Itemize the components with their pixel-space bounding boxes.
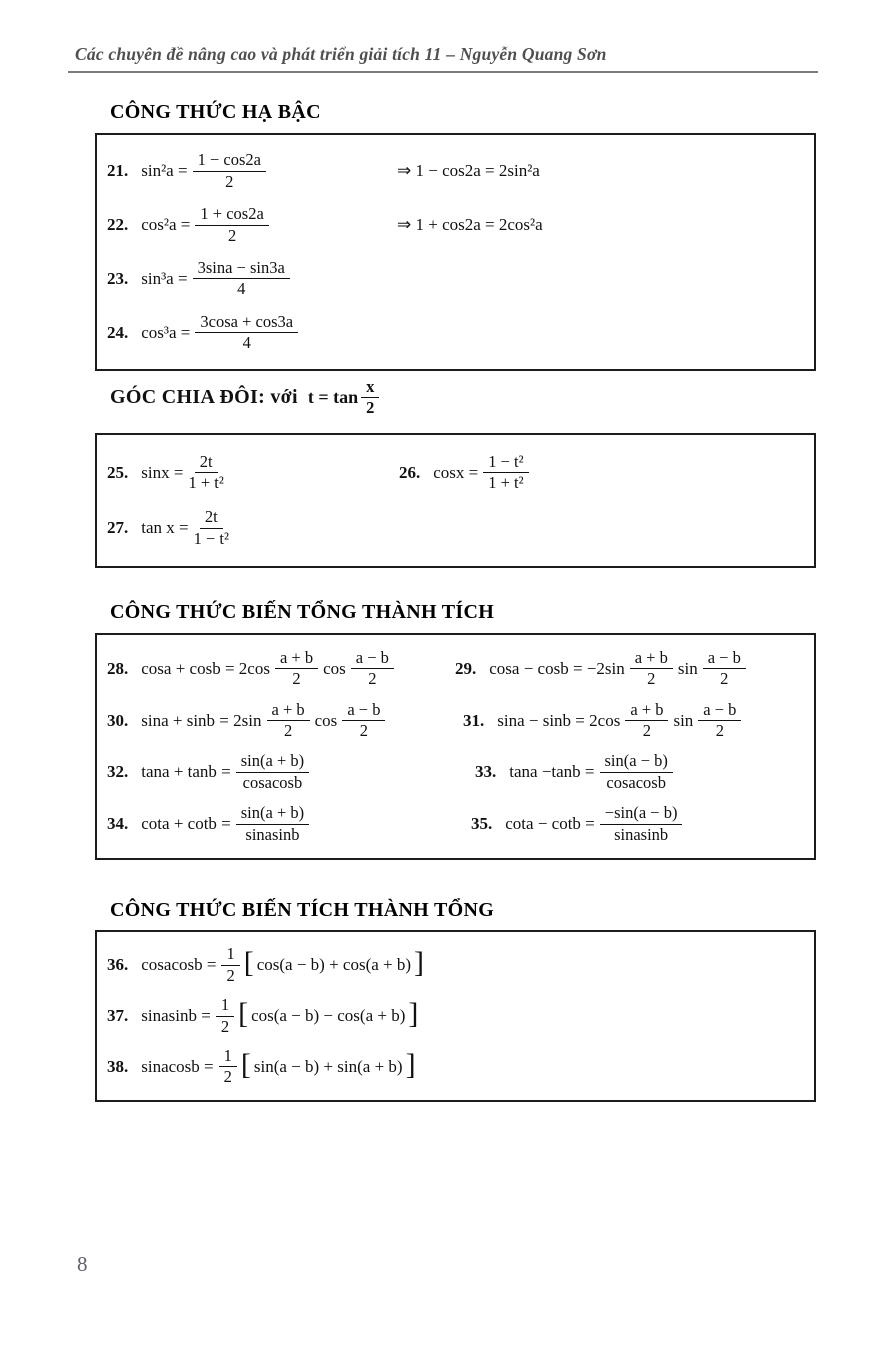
formula-number: 23. [107,268,129,288]
fraction [194,508,229,548]
formula-30 [107,701,455,741]
formula-lhs: sina − sinb = 2cos [497,710,621,730]
fraction [219,1047,237,1087]
formula-28 [107,649,455,689]
denominator: 2 [292,669,301,689]
fraction [267,701,310,741]
formula-22-equation [107,205,395,245]
fraction [221,945,239,985]
formula-lhs: tana + tanb = [141,762,231,782]
fraction [351,649,394,689]
formula-lhs: cosacosb = [141,955,217,975]
denominator: cosacosb [606,772,666,792]
formula-number: 34. [107,814,129,834]
formula-row-32-33 [107,752,810,792]
formula-23 [107,259,810,299]
formula-box-power-reduction [95,133,816,371]
denominator: 2 [227,225,237,245]
section-title-goc-chia-doi [110,378,382,418]
denominator: 1 + t² [488,473,524,493]
formula-row-25-26 [107,453,810,493]
fraction [600,752,673,792]
formula-27 [107,508,810,548]
fraction [698,701,741,741]
denominator: 2 [220,1016,230,1036]
formula-row-34-35 [107,804,810,844]
formula-lhs: cota + cotb = [141,814,231,834]
formula-35 [471,804,810,844]
formula-mid: cos [314,710,338,730]
formula-21 [107,151,810,191]
formula-row-30-31 [107,701,810,741]
formula-number: 28. [107,658,129,678]
formula-number: 27. [107,518,129,538]
formula-22 [107,205,810,245]
formula-24 [107,313,810,353]
formula-lhs: sina + sinb = 2sin [141,710,262,730]
formula-lhs: cosx = [433,462,479,482]
numerator: a − b [703,649,746,669]
denominator: 2 [359,721,368,741]
formula-21-equation [107,151,395,191]
section-title-ha-bac: CÔNG THỨC HẠ BẬC [110,101,321,123]
right-bracket: ] [405,1047,416,1081]
formula-lhs: cos³a = [141,322,191,342]
formula-number: 26. [399,462,421,482]
denominator: sinasinb [614,824,669,844]
fraction [193,259,290,299]
right-bracket: ] [408,997,419,1030]
denominator: 2 [223,1067,232,1087]
formula-number: 29. [455,658,477,678]
formula-number: 31. [463,710,485,730]
bracket-content: sin(a − b) + sin(a + b) [253,1056,403,1076]
formula-lhs: sinx = [141,462,184,482]
denominator: 4 [237,279,246,299]
formula-lhs: sinacosb = [141,1056,214,1076]
right-bracket: ] [414,946,425,980]
numerator: 1 − cos2a [193,151,266,171]
formula-34 [107,804,455,844]
bracket-content: cos(a − b) + cos(a + b) [256,955,412,975]
numerator: a − b [698,701,741,721]
formula-lhs: cota − cotb = [505,814,595,834]
formula-22-implication: ⇒ 1 + cos2a = 2cos²a [397,215,543,234]
fraction [342,701,385,741]
denominator: 1 − t² [193,528,229,548]
formula-36 [107,945,810,985]
formula-lhs: sin²a = [141,161,188,181]
left-bracket: [ [243,946,254,980]
numerator: a + b [630,649,673,669]
formula-number: 30. [107,710,129,730]
formula-37 [107,996,810,1036]
fraction [236,804,309,844]
fraction [216,996,234,1036]
formula-lhs: cosa − cosb = −2sin [489,658,625,678]
numerator: a + b [267,701,310,721]
formula-24-equation [107,313,395,353]
denominator: 2 [715,721,724,741]
numerator: sin(a + b) [236,752,309,772]
numerator: a + b [625,701,668,721]
formula-number: 35. [471,814,493,834]
fraction [195,205,268,245]
formula-23-equation [107,259,395,299]
denominator: 2 [283,721,293,741]
formula-lhs: tana −tanb = [509,762,595,782]
numerator: 2t [195,453,218,473]
fraction [236,752,309,792]
formula-38-equation [107,1047,810,1087]
numerator: sin(a − b) [600,752,673,772]
formula-25 [107,453,399,493]
numerator: 1 [216,996,234,1016]
formula-38 [107,1047,810,1087]
formula-33 [475,752,810,792]
denominator: 2 [647,669,656,689]
numerator: 3cosa + cos3a [195,313,298,333]
numerator: 1 [219,1047,237,1067]
formula-27-equation [107,508,810,548]
fraction [630,649,673,689]
formula-26 [399,453,810,493]
formula-32 [107,752,455,792]
denominator: 2 [642,721,651,741]
substitution-lhs: t = tan [307,387,359,408]
left-bracket: [ [238,997,249,1030]
denominator: 2 [366,398,375,418]
fraction [703,649,746,689]
numerator: 1 [221,945,239,965]
numerator: −sin(a − b) [600,804,683,824]
bracket-content: cos(a − b) − cos(a + b) [251,1006,406,1025]
fraction [275,649,318,689]
numerator: a − b [342,701,385,721]
formula-lhs: cosa + cosb = 2cos [141,658,270,678]
left-bracket: [ [240,1047,251,1081]
formula-mid: cos [323,658,346,678]
formula-box-half-angle [95,433,816,568]
numerator: a + b [275,649,318,669]
formula-37-equation [107,996,810,1036]
denominator: 2 [226,965,235,985]
formula-29 [455,649,810,689]
fraction [361,378,379,418]
formula-lhs: tan x = [141,518,189,538]
numerator: x [361,378,379,398]
formula-mid: sin [673,710,694,730]
fraction [188,453,223,493]
running-header: Các chuyên đề nâng cao và phát triển giải tích 11 – Nguyễn Quang Sơn [75,44,607,64]
formula-number: 32. [107,762,129,782]
formula-number: 38. [107,1056,129,1076]
section-title-tong-thanh-tich: CÔNG THỨC BIẾN TỔNG THÀNH TÍCH [110,601,495,623]
formula-lhs: sin³a = [141,268,188,288]
denominator: cosacosb [242,772,303,792]
numerator: 3sina − sin3a [193,259,290,279]
section-title-text: GÓC CHIA ĐÔI: với [110,386,298,409]
section-title-tich-thanh-tong: CÔNG THỨC BIẾN TÍCH THÀNH TỔNG [110,899,495,921]
formula-number: 25. [107,462,129,482]
formula-36-equation [107,945,810,985]
numerator: 1 − t² [483,453,528,473]
formula-number: 36. [107,955,129,975]
formula-lhs: cos²a = [141,215,191,234]
denominator: 1 + t² [188,473,224,493]
denominator: 4 [242,333,251,353]
formula-21-implication: ⇒ 1 − cos2a = 2sin²a [397,161,540,181]
half-angle-substitution [308,378,383,418]
denominator: 2 [368,669,377,689]
fraction [193,151,266,191]
formula-lhs: sinasinb = [141,1006,211,1025]
denominator: 2 [225,171,234,191]
formula-number: 22. [107,215,129,234]
numerator: 2t [200,508,223,528]
formula-number: 33. [475,762,497,782]
denominator: 2 [720,669,729,689]
numerator: 1 + cos2a [195,205,268,225]
formula-mid: sin [677,658,698,678]
numerator: a − b [351,649,394,669]
formula-row-28-29 [107,649,810,689]
formula-number: 21. [107,161,129,181]
fraction [600,804,683,844]
formula-number: 37. [107,1006,129,1025]
formula-box-product-to-sum [95,930,816,1102]
formula-box-sum-to-product [95,633,816,860]
denominator: sinasinb [245,824,300,844]
fraction [625,701,668,741]
page-number: 8 [77,1252,88,1276]
fraction [483,453,528,493]
header-divider [68,71,818,73]
formula-number: 24. [107,322,129,342]
numerator: sin(a + b) [236,804,309,824]
fraction [195,313,298,353]
formula-31 [463,701,810,741]
